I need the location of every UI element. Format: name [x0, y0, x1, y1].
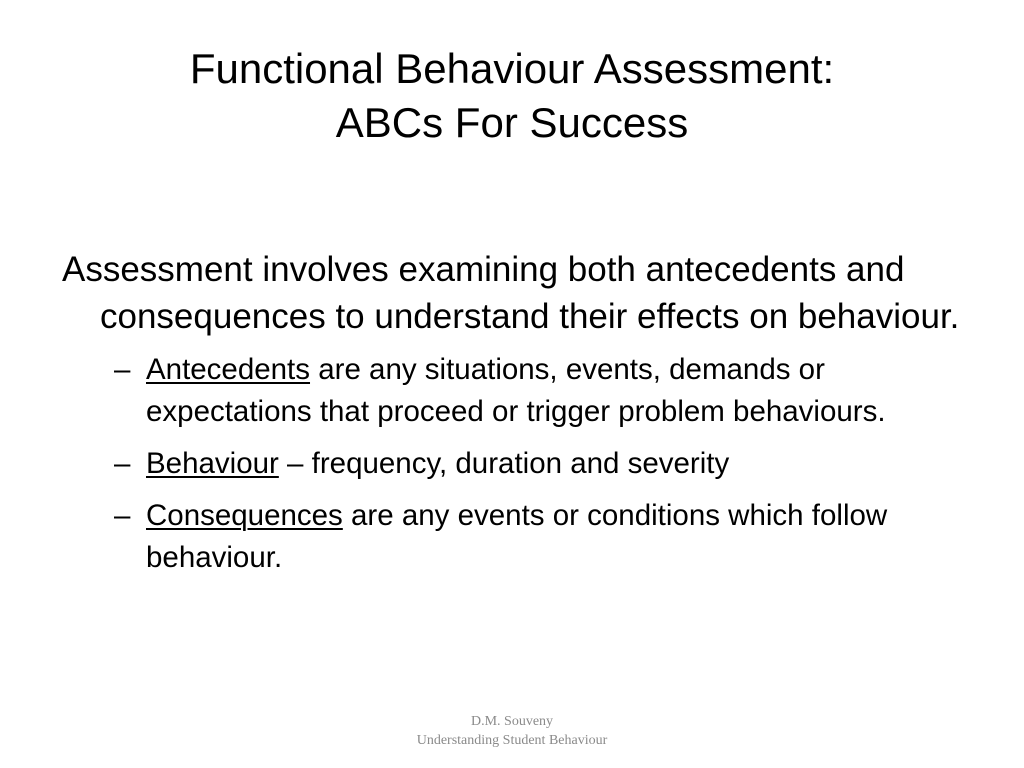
slide-title [60, 42, 964, 150]
dash-marker: – [114, 499, 131, 532]
sub-bullet-list [62, 349, 962, 579]
sub-bullet-behaviour [62, 443, 962, 485]
sub-bullet-antecedents [62, 349, 962, 433]
title-line-1: Functional Behaviour Assessment: [189, 45, 835, 92]
sub-bullet-text: are any situations, events, demands or expectations that proceed or trigger problem behaviours. [146, 353, 886, 428]
term-consequences: Consequences [146, 499, 343, 532]
footer-author: D.M. Souveny [470, 714, 554, 729]
term-antecedents: Antecedents [146, 353, 311, 386]
main-bullet: Assessment involves examining both antecedents and consequences to understand their effects on behaviour. [62, 250, 960, 336]
dash-marker: – [114, 447, 131, 480]
sub-bullet-text: – frequency, duration and severity [278, 447, 730, 480]
title-line-2: ABCs For Success [335, 99, 689, 146]
slide-body [62, 246, 962, 589]
dash-marker: – [114, 353, 131, 386]
sub-bullet-consequences [62, 495, 962, 579]
footer-course: Understanding Student Behaviour [416, 733, 608, 748]
slide-footer [312, 712, 712, 750]
term-behaviour: Behaviour [146, 447, 279, 480]
sub-bullet-text: are any events or conditions which follow behaviour. [146, 499, 888, 574]
